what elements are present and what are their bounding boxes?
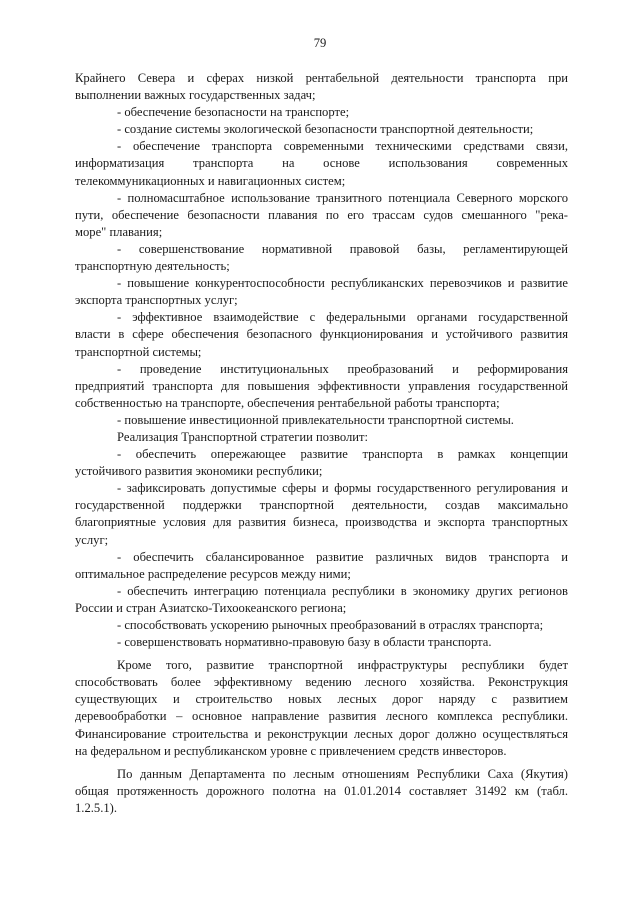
text-line: оптимальное распределение ресурсов между ними; [75,566,351,581]
paragraph [75,583,568,617]
text-line: благоприятные условия для развития бизнеса, производства и экспорта транспортных [75,515,568,530]
text-line: Кроме того, развитие транспортной инфраструктуры республики будет [117,658,568,673]
text-line: - обеспечить сбалансированное развитие различных видов транспорта и [117,549,568,564]
text-line: транспортную деятельность; [75,259,230,274]
paragraph [75,657,568,760]
paragraph [75,549,568,583]
text-line: экспорта транспортных услуг; [75,293,238,308]
text-line: 1.2.5.1). [75,800,117,815]
text-line: Финансирование строительства и реконструкции лесных дорог должно осуществляться [75,726,568,741]
text-line: - способствовать ускорению рыночных преобразований в отраслях транспорта; [117,618,544,632]
text-line: России и стран Азиатско-Тихоокеанского региона; [75,600,347,615]
text-line: - совершенствовать нормативно-правовую базу в области транспорта. [117,635,492,650]
text-line: - обеспечение транспорта современными техническими средствами связи, [117,139,568,154]
text-line: информатизация транспорта на основе использования современных [75,156,568,171]
paragraph [75,429,568,446]
text-line: услуг; [75,532,109,547]
text-line: - эффективное взаимодействие с федеральными органами государственной [117,310,568,325]
text-line: собственностью на транспорте, обеспечения рентабельной работы транспорта; [75,395,500,410]
paragraph [75,309,568,360]
text-line: Крайнего Севера и сферах низкой рентабельной деятельности транспорта при [75,71,568,85]
paragraph [75,104,568,121]
paragraph [75,617,568,634]
text-line: на федеральном и республиканском уровне с привлечением средств инвесторов. [75,743,507,758]
text-line: - создание системы экологической безопасности транспортной деятельности; [117,122,534,137]
body-text [75,70,568,817]
paragraph [75,361,568,412]
paragraph [75,446,568,480]
text-line: власти в сфере обеспечения безопасного функционирования и устойчивого развития [75,327,568,342]
text-line: - обеспечить интеграцию потенциала республики в экономику других регионов [117,583,568,598]
text-line: Реализация Транспортной стратегии позволит: [117,429,369,444]
text-line: существующих и строительство новых лесных дорог наряду с развитием [75,692,568,707]
paragraph [75,138,568,189]
text-line: транспортной системы; [75,344,202,359]
text-line: - обеспечение безопасности на транспорте; [117,105,350,120]
text-line: - повышение конкурентоспособности республиканских перевозчиков и развитие [117,276,568,291]
text-line: - проведение институциональных преобразований и реформирования [117,361,568,376]
text-line: - полномасштабное использование транзитного потенциала Северного морского [117,190,568,205]
paragraph [75,121,568,138]
text-line: - обеспечить опережающее развитие транспорта в рамках концепции [117,447,568,462]
paragraph [75,480,568,548]
paragraph [75,766,568,817]
text-line: устойчивого развития экономики республики; [75,464,323,479]
page-number: 79 [313,36,327,50]
text-line: государственной поддержки транспортной деятельности, создав максимально [75,498,568,513]
text-line: - совершенствование нормативной правовой базы, регламентирующей [117,241,568,256]
text-line: - повышение инвестиционной привлекательности транспортной системы. [117,412,514,427]
text-line: - зафиксировать допустимые сферы и формы государственного регулирования и [117,481,568,496]
text-line: море" плавания; [75,224,163,239]
paragraph [75,190,568,241]
text-line: телекоммуникационных и навигационных систем; [75,173,346,188]
paragraph [75,634,568,651]
text-line: выполнении важных государственных задач; [75,88,316,103]
text-line: деревообработки – основное направление развития лесного комплекса республики. [75,709,568,724]
text-line: По данным Департамента по лесным отношениям Республики Саха (Якутия) [117,766,568,781]
paragraph [75,241,568,275]
paragraph [75,70,568,104]
text-line: пути, обеспечение безопасности плавания по его трассам судов смешанного "река- [75,207,568,222]
text-line: общая протяженность дорожного полотна на 01.01.2014 составляет 31492 км (табл. [75,783,568,798]
text-line: способствовать более эффективному ведению лесного хозяйства. Реконструкция [75,675,568,690]
paragraph [75,275,568,309]
paragraph [75,412,568,429]
text-line: предприятий транспорта для повышения эффективности управления государственной [75,378,568,393]
